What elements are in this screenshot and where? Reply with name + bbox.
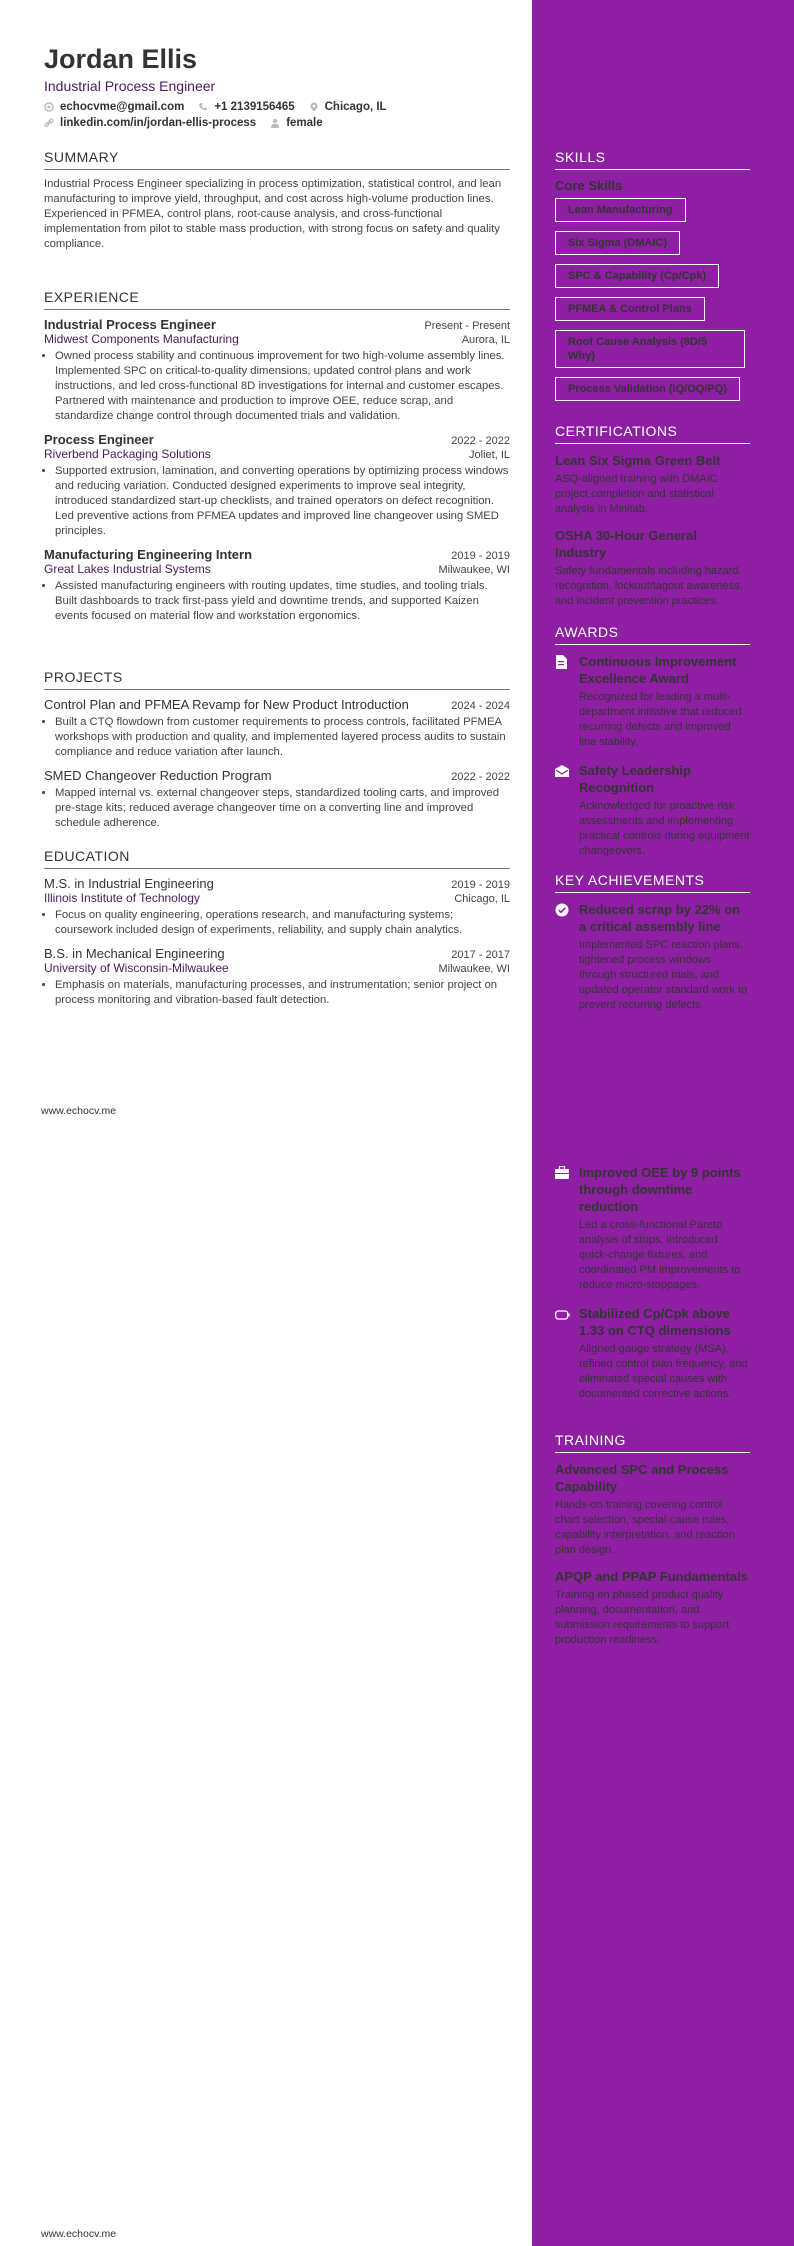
candidate-name: Jordan Ellis: [44, 44, 198, 74]
phone-text: +1 2139156465: [214, 101, 295, 113]
project-title: SMED Changeover Reduction Program: [44, 768, 272, 783]
contact-gender: [270, 117, 322, 129]
skill-tag: SPC & Capability (Cp/Cpk): [555, 264, 719, 288]
project-entry: [44, 697, 510, 760]
education-section: [44, 848, 510, 1016]
footer-link[interactable]: www.echocv.me: [41, 2228, 117, 2240]
award-desc: Acknowledged for proactive risk assessments and implementing practical controls during equipment changeovers.: [579, 800, 750, 857]
project-date: 2024 - 2024: [451, 700, 510, 712]
summary-heading: SUMMARY: [44, 149, 510, 170]
achievement-item: [555, 1305, 750, 1402]
skills-section: [555, 149, 750, 410]
key-achievements-continued: [555, 1164, 750, 1414]
school-location: Milwaukee, WI: [438, 963, 510, 975]
achievement-desc: Led a cross-functional Pareto analysis of stops, introduced quick-change fixtures, and coordinated PM improvements to reduce micro-stoppages.: [579, 1219, 741, 1291]
contact-phone[interactable]: [198, 101, 294, 113]
linkedin-text: linkedin.com/in/jordan-ellis-process: [60, 117, 257, 129]
education-date: 2019 - 2019: [451, 879, 510, 891]
core-skills-subheading: Core Skills: [555, 178, 623, 193]
contact-row-2: [44, 117, 323, 129]
envelope-icon: [555, 765, 569, 777]
certification-desc: ASQ-aligned training with DMAIC project completion and statistical analysis in Minitab.: [555, 473, 718, 515]
person-icon: [270, 118, 280, 128]
experience-title: Process Engineer: [44, 432, 154, 447]
experience-company: Great Lakes Industrial Systems: [44, 562, 211, 576]
project-title: Control Plan and PFMEA Revamp for New Product Introduction: [44, 697, 409, 712]
skill-tag: Lean Manufacturing: [555, 198, 686, 222]
briefcase-icon: [555, 1166, 569, 1179]
contact-row-1: [44, 101, 387, 113]
award-name: Continuous Improvement Excellence Award: [579, 654, 737, 686]
check-circle-icon: [555, 903, 569, 917]
awards-section: [555, 624, 750, 871]
experience-company: Midwest Components Manufacturing: [44, 332, 239, 346]
experience-location: Joliet, IL: [469, 449, 510, 461]
achievement-desc: Aligned gauge strategy (MSA), refined control plan frequency, and eliminated special causes with documented corrective actions.: [579, 1343, 748, 1400]
degree-title: B.S. in Mechanical Engineering: [44, 946, 225, 961]
experience-entry: [44, 317, 510, 424]
experience-location: Milwaukee, WI: [438, 564, 510, 576]
training-name: Advanced SPC and Process Capability: [555, 1462, 729, 1494]
certifications-section: [555, 423, 750, 619]
training-heading: TRAINING: [555, 1432, 750, 1453]
award-item: [555, 653, 750, 750]
project-date: 2022 - 2022: [451, 771, 510, 783]
skill-tag: Six Sigma (DMAIC): [555, 231, 680, 255]
achievement-item: [555, 901, 750, 1013]
skills-heading: SKILLS: [555, 149, 750, 170]
key-achievements-heading: KEY ACHIEVEMENTS: [555, 872, 750, 893]
training-desc: Hands-on training covering control chart selection, special-cause rules, capability interpretation, and reaction plan design.: [555, 1499, 735, 1556]
experience-date: Present - Present: [424, 320, 510, 332]
experience-title: Manufacturing Engineering Intern: [44, 547, 253, 562]
experience-title: Industrial Process Engineer: [44, 317, 216, 332]
skill-tag: PFMEA & Control Plans: [555, 297, 705, 321]
project-entry: [44, 768, 510, 831]
education-entry: [44, 876, 510, 938]
experience-entry: [44, 432, 510, 539]
education-bullet: • Emphasis on materials, manufacturing processes, and instrumentation; senior project on process monitoring and vibration-based fault detection.: [55, 978, 510, 1008]
achievement-name: Stabilized Cp/Cpk above 1.33 on CTQ dimensions: [579, 1306, 731, 1338]
projects-heading: PROJECTS: [44, 669, 510, 690]
gender-text: female: [286, 117, 323, 129]
awards-heading: AWARDS: [555, 624, 750, 645]
at-icon: [44, 102, 54, 112]
footer-link[interactable]: www.echocv.me: [41, 1105, 117, 1117]
contact-linkedin[interactable]: [44, 117, 256, 129]
education-heading: EDUCATION: [44, 848, 510, 869]
training-section: [555, 1432, 750, 1658]
training-desc: Training on phased product quality planning, documentation, and submission requirements to support production readiness.: [555, 1589, 730, 1646]
experience-company: Riverbend Packaging Solutions: [44, 447, 211, 461]
summary-paragraph-2: Experienced in PFMEA, control plans, root-cause analysis, and cross-functional implementation from pilot to stable mass production, with strong focus on safety and quality compliance.: [44, 208, 500, 250]
school-name: Illinois Institute of Technology: [44, 891, 200, 905]
achievement-item: [555, 1164, 750, 1293]
certification-name: Lean Six Sigma Green Belt: [555, 453, 721, 468]
certifications-heading: CERTIFICATIONS: [555, 423, 750, 444]
experience-date: 2019 - 2019: [451, 550, 510, 562]
location-text: Chicago, IL: [324, 101, 387, 113]
school-location: Chicago, IL: [454, 893, 510, 905]
experience-date: 2022 - 2022: [451, 435, 510, 447]
job-title: Industrial Process Engineer: [44, 78, 216, 94]
experience-bullet: • Owned process stability and continuous improvement for two high-volume assembly lines. Implemented SPC on critical-to-quality dimensions, updated control plans and work instructions, and led cross-functional 8D investigations for internal and customer escapes. Partnered with maintenance and production to improve OEE, reduce scrap, and standardize change control through documented trials and validation.: [55, 349, 510, 424]
achievement-desc: Implemented SPC reaction plans, tightened process windows through structured trials, and updated operator standard work to prevent recurring defects.: [579, 939, 748, 1011]
school-name: University of Wisconsin-Milwaukee: [44, 961, 229, 975]
summary-section: [44, 149, 510, 252]
training-name: APQP and PPAP Fundamentals: [555, 1569, 748, 1584]
project-bullet: • Mapped internal vs. external changeover steps, standardized tooling carts, and improved pre-stage kits; reduced average changeover time on a converting line and improved schedule adherence.: [55, 786, 510, 831]
contact-location: [309, 101, 387, 113]
certification-name: OSHA 30-Hour General Industry: [555, 528, 697, 560]
skill-tag: Root Cause Analysis (8D/5 Why): [555, 330, 745, 368]
experience-section: [44, 289, 510, 632]
experience-heading: EXPERIENCE: [44, 289, 510, 310]
experience-bullet: • Supported extrusion, lamination, and converting operations by optimizing process windows and reducing variation. Conducted designed experiments to improve seal integrity, introduced standardized start-up checklists, and trained operators on defect recognition. Led preventive actions from PFMEA updates and improved line changeover using SMED principles.: [55, 464, 510, 539]
education-entry: [44, 946, 510, 1008]
project-bullet: • Built a CTQ flowdown from customer requirements to process controls, facilitated PFMEA workshops with production and quality, and implemented layered process audits to sustain compliance and reduce variation after launch.: [55, 715, 510, 760]
achievement-name: Improved OEE by 9 points through downtime reduction: [579, 1165, 741, 1214]
battery-icon: [555, 1310, 570, 1320]
award-name: Safety Leadership Recognition: [579, 763, 691, 795]
experience-bullet: • Assisted manufacturing engineers with routing updates, time studies, and tooling trials. Built dashboards to track first-pass yield and downtime trends, and supported Kaizen events focused on material flow and workstation ergonomics.: [55, 579, 510, 624]
award-item: [555, 762, 750, 859]
award-desc: Recognized for leading a multi-department initiative that reduced recurring defects and improved line stability.: [579, 691, 742, 748]
key-achievements-section: [555, 872, 750, 1025]
email-text: echocvme@gmail.com: [60, 101, 185, 113]
skill-tag: Process Validation (IQ/OQ/PQ): [555, 377, 740, 401]
degree-title: M.S. in Industrial Engineering: [44, 876, 214, 891]
achievement-name: Reduced scrap by 22% on a critical assembly line: [579, 902, 741, 934]
experience-entry: [44, 547, 510, 624]
location-pin-icon: [309, 102, 319, 112]
summary-paragraph-1: Industrial Process Engineer specializing in process optimization, statistical control, and lean manufacturing to improve yield, throughput, and cost across high-volume production lines.: [44, 178, 502, 205]
document-icon: [555, 655, 567, 669]
education-date: 2017 - 2017: [451, 949, 510, 961]
contact-email[interactable]: [44, 101, 184, 113]
link-icon: [44, 118, 54, 128]
certification-desc: Safety fundamentals including hazard recognition, lockout/tagout awareness, and incident prevention practices.: [555, 565, 743, 607]
phone-icon: [198, 102, 208, 112]
projects-section: [44, 669, 510, 839]
experience-location: Aurora, IL: [461, 334, 510, 346]
education-bullet: • Focus on quality engineering, operations research, and manufacturing systems; coursework included design of experiments, reliability, and supply chain analytics.: [55, 908, 510, 938]
